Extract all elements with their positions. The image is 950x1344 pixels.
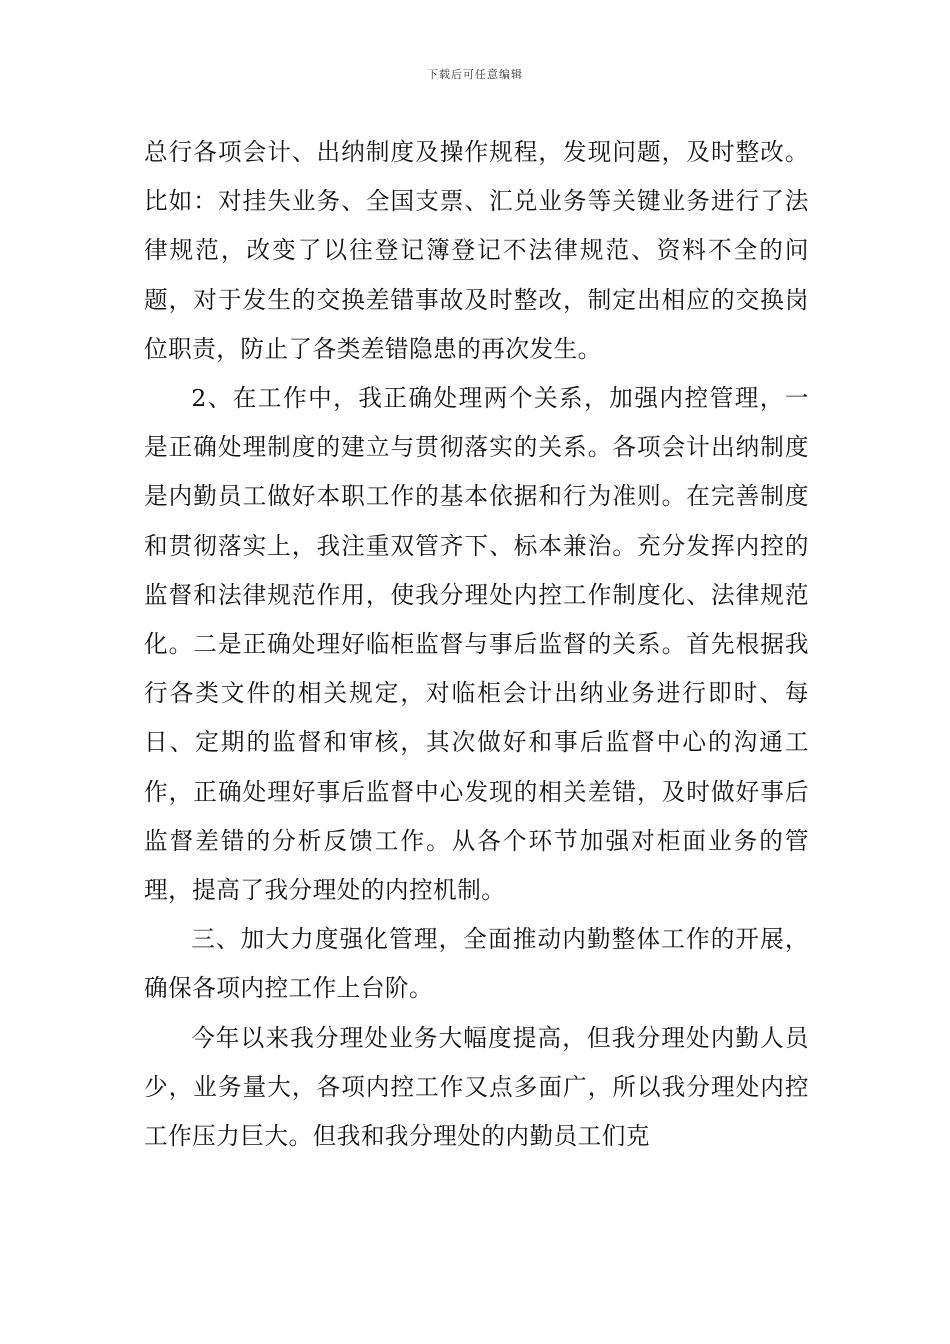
paragraph: 2、在工作中，我正确处理两个关系，加强内控管理，一是正确处理制度的建立与贯彻落实的关系。各项会计出纳制度是内勤员工做好本职工作的基本依据和行为准则。在完善制度和贯彻落实上，我注重双管齐下、标本兼治。充分发挥内控的监督和法律规范作用，使我分理处内控工作制度化、法律规范化。二是正确处理好临柜监督与事后监督的关系。首先根据我行各类文件的相关规定，对临柜会计出纳业务进行即时、每日、定期的监督和审核，其次做好和事后监督中心的沟通工作，正确处理好事后监督中心发现的相关差错，及时做好事后监督差错的分析反馈工作。从各个环节加强对柜面业务的管理，提高了我分理处的内控机制。 <box>144 384 809 905</box>
page-header: 下载后可任意编辑 <box>427 68 523 81</box>
paragraph: 总行各项会计、出纳制度及操作规程，发现问题，及时整改。比如：对挂失业务、全国支票、汇兑业务等关键业务进行了法律规范，改变了以往登记簿登记不法律规范、资料不全的问题，对于发生的交换差错事故及时整改，制定出相应的交换岗位职责，防止了各类差错隐患的再次发生。 <box>144 138 809 363</box>
paragraph: 今年以来我分理处业务大幅度提高，但我分理处内勤人员少，业务量大，各项内控工作又点多面广，所以我分理处内控工作压力巨大。但我和我分理处的内勤员工们克 <box>144 1023 809 1151</box>
paragraph: 三、加大力度强化管理，全面推动内勤整体工作的开展，确保各项内控工作上台阶。 <box>144 925 809 1003</box>
document-body <box>144 128 809 1161</box>
